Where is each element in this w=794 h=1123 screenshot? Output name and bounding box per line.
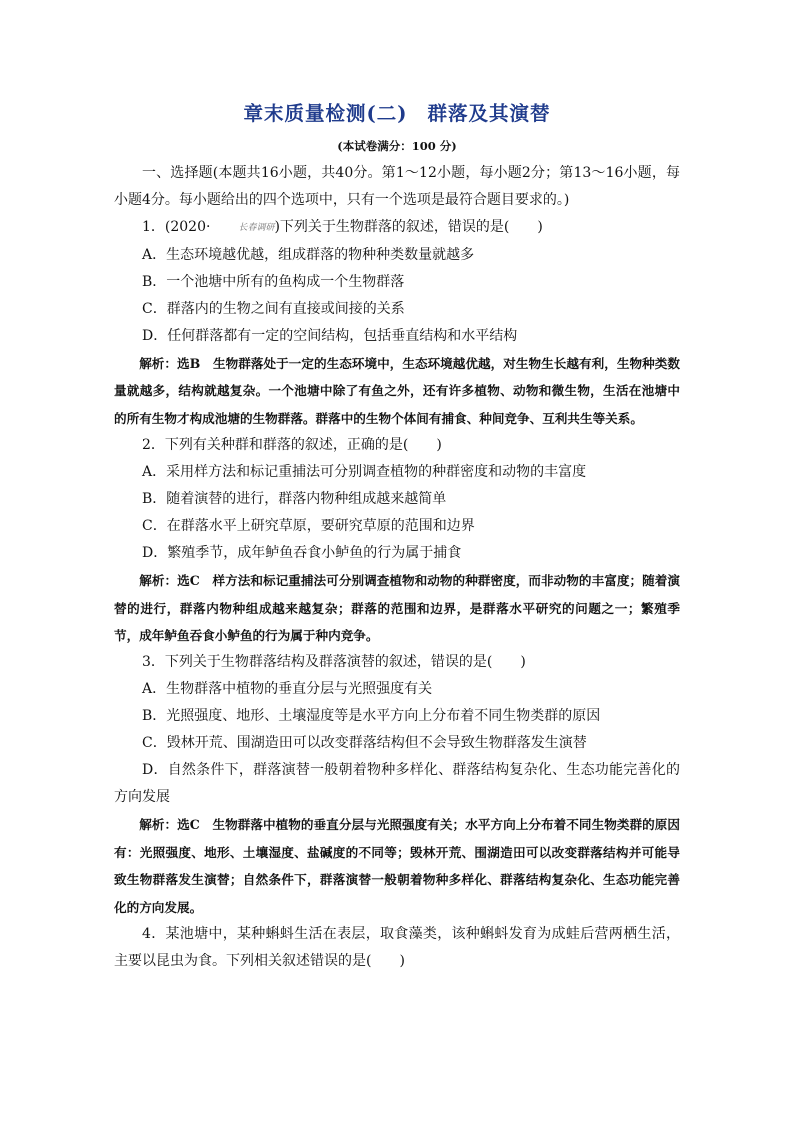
question-2-stem: 2．下列有关种群和群落的叙述，正确的是( ) xyxy=(142,437,442,454)
question-3-option-a: A．生物群落中植物的垂直分层与光照强度有关 xyxy=(142,681,433,698)
question-2-option-a: A．采用样方法和标记重捕法可分别调查植物的种群密度和动物的丰富度 xyxy=(142,464,587,481)
question-source: 长春调研 xyxy=(238,223,275,233)
question-2-option-c: C．在群落水平上研究草原，要研究草原的范围和边界 xyxy=(142,518,475,535)
question-1-option-d: D．任何群落都有一定的空间结构，包括垂直结构和水平结构 xyxy=(142,328,518,344)
exam-content xyxy=(114,160,680,975)
question-3-analysis: 解析：选C 生物群落中植物的垂直分层与光照强度有关；水平方向上分布着不同生物类群的原因有：光照强度、地形、土壤湿度、盐碱度的不同等；毁林开荒、围湖造田可以改变群落结构并可能导致生物群落发生演替；自然条件下，群落演替一般朝着物种多样化、群落结构复杂化、生态功能完善化的方向发展。 xyxy=(114,817,680,915)
question-3-option-d: D．自然条件下，群落演替一般朝着物种多样化、群落结构复杂化、生态功能完善化的方向发展 xyxy=(114,762,680,806)
question-2-option-b: B．随着演替的进行，群落内物种组成越来越简单 xyxy=(142,491,447,508)
question-1-option-a: A．生态环境越优越，组成群落的物种种类数量就越多 xyxy=(142,247,475,263)
question-1-stem: 1．(2020· 长春调研)下列关于生物群落的叙述，错误的是( ) xyxy=(114,214,680,242)
question-1-option-b: B．一个池塘中所有的鱼构成一个生物群落 xyxy=(142,274,405,290)
score-note: (本试卷满分：100 分) xyxy=(337,139,457,153)
question-2-option-d: D．繁殖季节，成年鲈鱼吞食小鲈鱼的行为属于捕食 xyxy=(142,545,462,562)
title-topic: 群落及其演替 xyxy=(427,102,551,125)
title-chapter: 章末质量检测(二) xyxy=(243,102,408,125)
question-1-option-c: C．群落内的生物之间有直接或间接的关系 xyxy=(142,301,405,317)
question-3-option-c: C．毁林开荒、围湖造田可以改变群落结构但不会导致生物群落发生演替 xyxy=(142,735,587,752)
question-4-stem: 4．某池塘中，某种蝌蚪生活在表层，取食藻类，该种蝌蚪发育为成蛙后营两栖生活，主要以昆虫为食。下列相关叙述错误的是( ) xyxy=(114,926,680,970)
question-3-option-b: B．光照强度、地形、土壤湿度等是水平方向上分布着不同生物类群的原因 xyxy=(142,708,601,725)
question-1-analysis: 解析：选B 生物群落处于一定的生态环境中，生态环境越优越，对生物生长越有利，生物种类数量就越多，结构就越复杂。一个池塘中除了有鱼之外，还有许多植物、动物和微生物，生活在池塘中的所有生物才构成池塘的生物群落。群落中的生物个体间有捕食、种间竞争、互利共生等关系。 xyxy=(114,356,680,426)
page-title xyxy=(0,98,794,126)
question-3-stem: 3．下列关于生物群落结构及群落演替的叙述，错误的是( ) xyxy=(142,654,526,671)
question-2-analysis: 解析：选C 样方法和标记重捕法可分别调查植物和动物的种群密度，而非动物的丰富度；随着演替的进行，群落内物种组成越来越复杂；群落的范围和边界，是群落水平研究的问题之一；繁殖季节，成年鲈鱼吞食小鲈鱼的行为属于种内竞争。 xyxy=(114,573,680,644)
section-intro: 一、选择题(本题共16小题，共40分。第1～12小题，每小题2分；第13～16小题，每小题4分。每小题给出的四个选项中，只有一个选项是最符合题目要求的。) xyxy=(114,165,680,208)
